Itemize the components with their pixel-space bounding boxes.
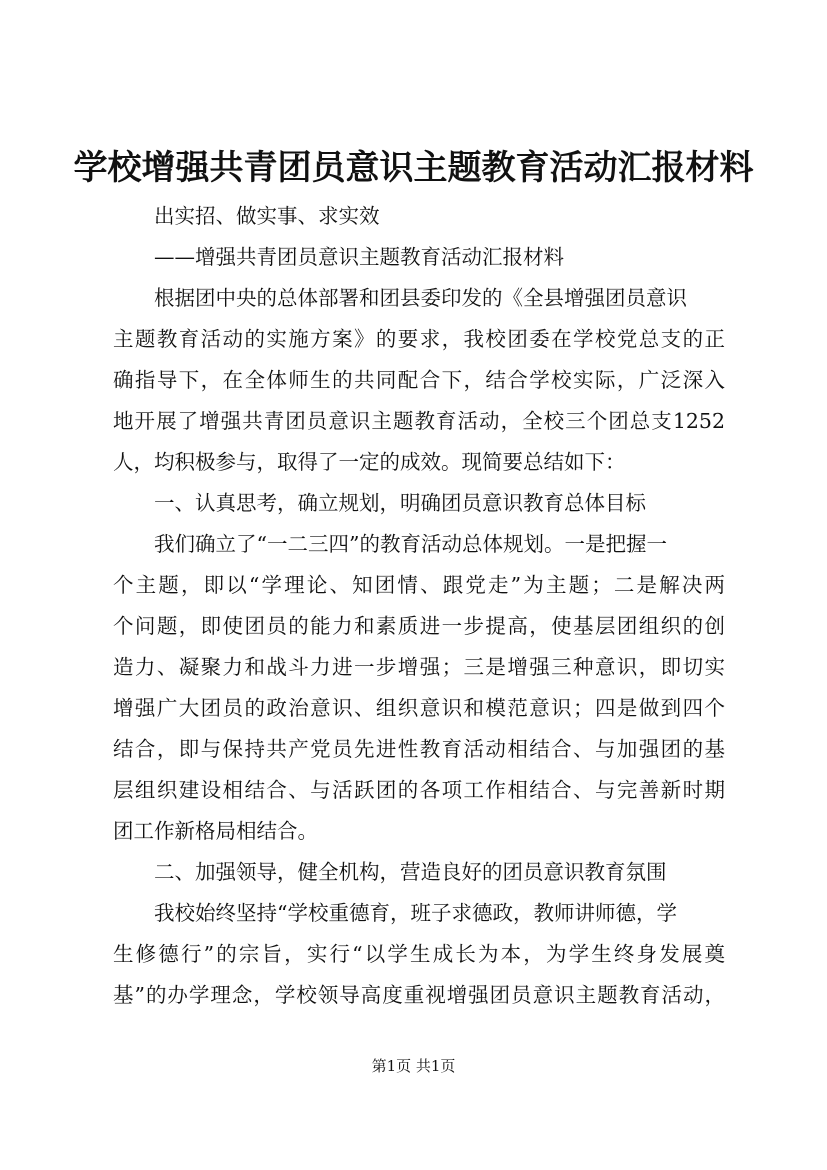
- page-footer: 第1页 共1页: [371, 1057, 456, 1075]
- paragraph-line: 地开展了增强共青团员意识主题教育活动，全校三个团总支1252: [113, 409, 725, 433]
- paragraph-line: 增强广大团员的政治意识、组织意识和模范意识；四是做到四个: [113, 696, 725, 720]
- paragraph-line: 层组织建设相结合、与活跃团的各项工作相结合、与完善新时期: [113, 778, 725, 802]
- document-body: [113, 196, 725, 1016]
- paragraph-line: 个问题，即使团员的能力和素质进一步提高，使基层团组织的创: [113, 614, 725, 638]
- subtitle-line: ——增强共青团员意识主题教育活动汇报材料: [154, 245, 564, 269]
- paragraph-line: 个主题，即以“学理论、知团情、跟党走”为主题；二是解决两: [113, 573, 725, 597]
- paragraph-line: 根据团中央的总体部署和团县委印发的《全县增强团员意识: [154, 286, 687, 310]
- paragraph-line: 确指导下，在全体师生的共同配合下，结合学校实际，广泛深入: [113, 368, 725, 392]
- paragraph-line: 造力、凝聚力和战斗力进一步增强；三是增强三种意识，即切实: [113, 655, 725, 679]
- subtitle-line: 出实招、做实事、求实效: [154, 204, 380, 228]
- paragraph-line: 结合，即与保持共产党员先进性教育活动相结合、与加强团的基: [113, 737, 725, 761]
- section-heading: 一、认真思考，确立规划，明确团员意识教育总体目标: [154, 491, 646, 515]
- paragraph-line: 我校始终坚持“学校重德育，班子求德政，教师讲师德，学: [154, 901, 677, 925]
- section-heading: 二、加强领导，健全机构，营造良好的团员意识教育氛围: [154, 860, 667, 884]
- paragraph-line: 人，均积极参与，取得了一定的成效。现简要总结如下：: [113, 450, 626, 474]
- paragraph-line: 团工作新格局相结合。: [113, 819, 318, 843]
- paragraph-line: 基”的办学理念，学校领导高度重视增强团员意识主题教育活动，: [113, 983, 725, 1007]
- paragraph-line: 我们确立了“一二三四”的教育活动总体规划。一是把握一: [154, 532, 667, 556]
- paragraph-line: 生修德行”的宗旨，实行“以学生成长为本，为学生终身发展奠: [113, 942, 725, 966]
- document-title: 学校增强共青团员意识主题教育活动汇报材料: [73, 148, 754, 188]
- paragraph-line: 主题教育活动的实施方案》的要求，我校团委在学校党总支的正: [113, 327, 725, 351]
